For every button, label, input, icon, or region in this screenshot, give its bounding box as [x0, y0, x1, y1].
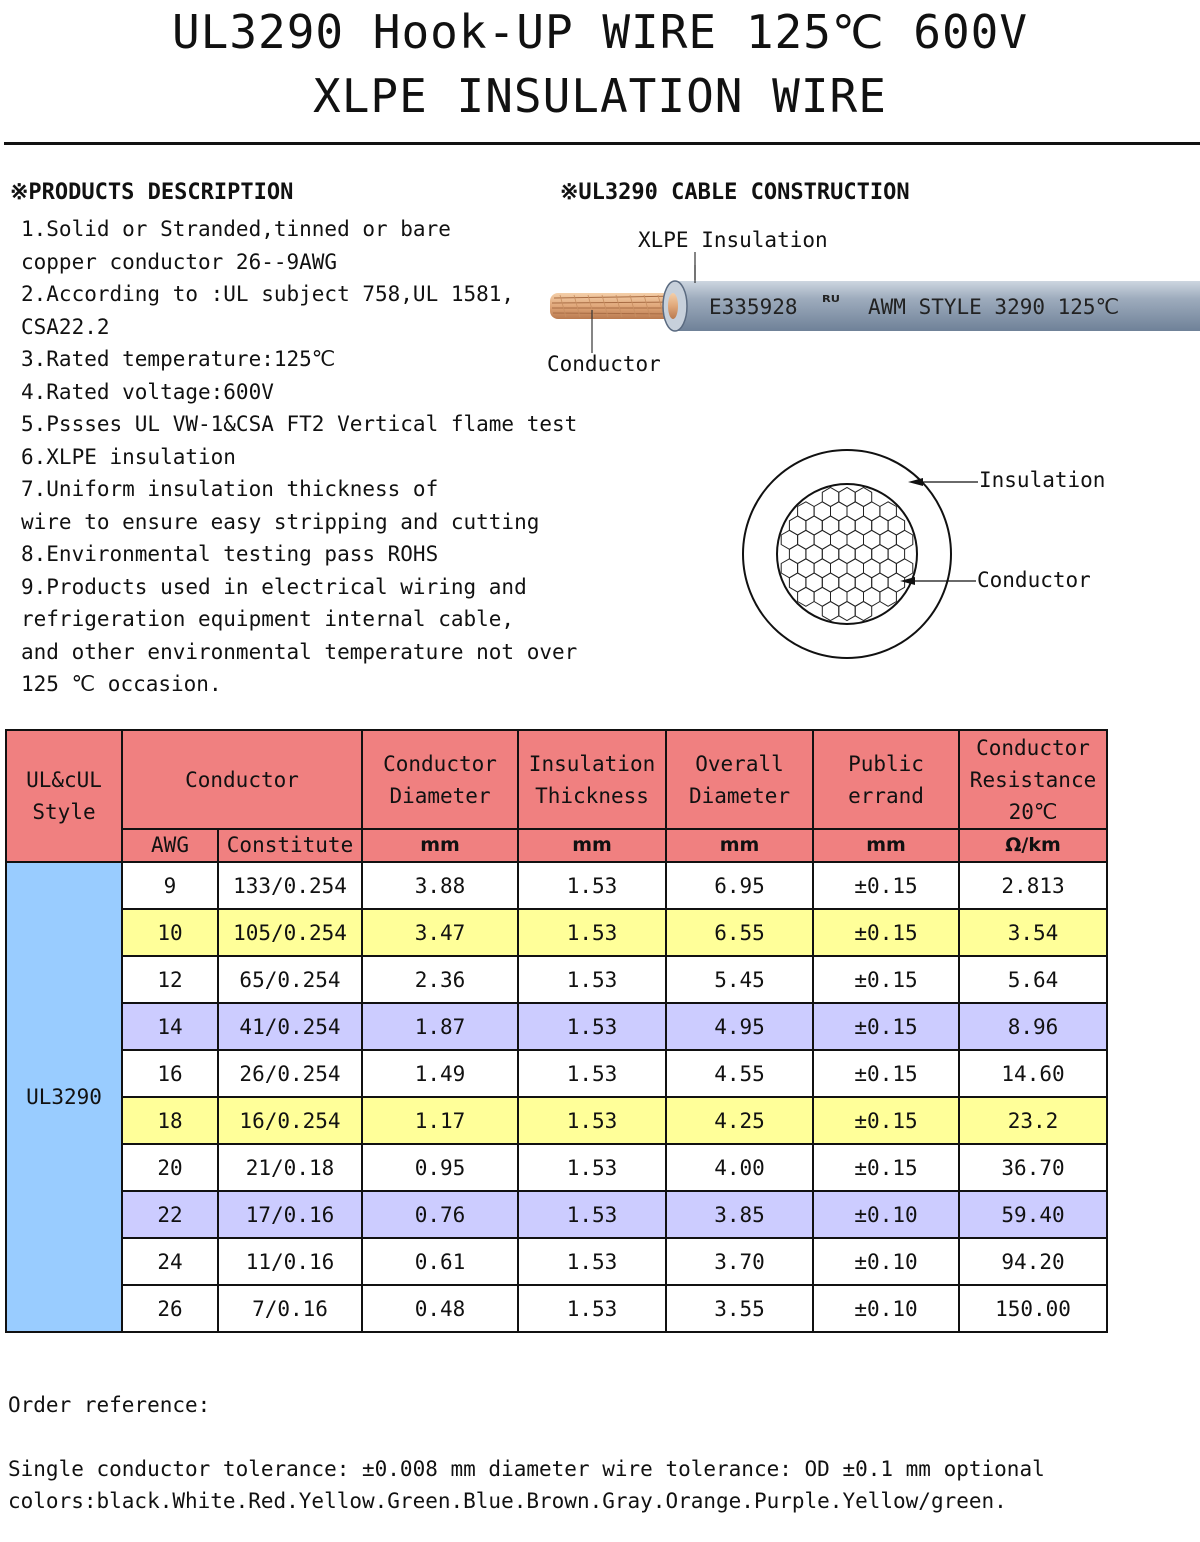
cell-awg: 10 — [122, 909, 218, 956]
cell-overall-diameter: 5.45 — [666, 956, 813, 1003]
products-description-heading: ※PRODUCTS DESCRIPTION — [10, 180, 294, 205]
cell-ins-thickness: 1.53 — [518, 1285, 666, 1332]
cell-constitute: 105/0.254 — [218, 909, 362, 956]
wire-print-text-1: E335928 — [709, 295, 798, 319]
cell-cond-diameter: 0.61 — [362, 1238, 518, 1285]
cell-public-errand: ±0.15 — [813, 956, 959, 1003]
wire-print-text-2: AWM STYLE 3290 125℃ — [868, 295, 1120, 319]
header-line: Diameter — [389, 783, 491, 808]
header-line: Conductor — [976, 735, 1090, 760]
table-row — [6, 1191, 1107, 1238]
header-insulation-thickness — [518, 730, 666, 829]
cell-overall-diameter: 3.85 — [666, 1191, 813, 1238]
cell-cond-diameter: 1.17 — [362, 1097, 518, 1144]
table-row — [6, 1238, 1107, 1285]
table-row — [6, 1097, 1107, 1144]
unit-insulation-thickness: mm — [518, 829, 666, 862]
cell-resistance: 94.20 — [959, 1238, 1107, 1285]
description-line: 1.Solid or Stranded,tinned or bare — [21, 217, 451, 241]
table-row — [6, 862, 1107, 909]
header-line: Diameter — [688, 783, 791, 808]
cell-cond-diameter: 0.48 — [362, 1285, 518, 1332]
description-line: 3.Rated temperature:125℃ — [21, 347, 336, 371]
cell-public-errand: ±0.15 — [813, 1097, 959, 1144]
cell-ins-thickness: 1.53 — [518, 956, 666, 1003]
cell-overall-diameter: 6.95 — [666, 862, 813, 909]
cell-resistance: 36.70 — [959, 1144, 1107, 1191]
title-divider — [4, 142, 1200, 145]
conductor-cross-label: Conductor — [977, 568, 1091, 592]
description-line: 2.According to :UL subject 758,UL 1581, — [21, 282, 515, 306]
products-description-list — [21, 213, 577, 701]
cell-resistance: 150.00 — [959, 1285, 1107, 1332]
cell-constitute: 26/0.254 — [218, 1050, 362, 1097]
cell-overall-diameter: 4.25 — [666, 1097, 813, 1144]
description-line: 4.Rated voltage:600V — [21, 379, 274, 404]
cell-ins-thickness: 1.53 — [518, 909, 666, 956]
cell-public-errand: ±0.15 — [813, 1003, 959, 1050]
cell-awg: 12 — [122, 956, 218, 1003]
description-line: copper conductor 26--9AWG — [21, 249, 338, 274]
cell-ins-thickness: 1.53 — [518, 1050, 666, 1097]
description-line: 125 ℃ occasion. — [21, 672, 222, 696]
header-resistance — [959, 730, 1107, 829]
description-line: refrigeration equipment internal cable, — [21, 607, 515, 631]
cell-cond-diameter: 0.95 — [362, 1144, 518, 1191]
unit-public-errand: mm — [813, 829, 959, 862]
cell-cond-diameter: 3.47 — [362, 909, 518, 956]
unit-overall-diameter: mm — [666, 829, 813, 862]
order-reference: Order reference: — [8, 1393, 211, 1417]
cell-constitute: 41/0.254 — [218, 1003, 362, 1050]
cell-overall-diameter: 3.70 — [666, 1238, 813, 1285]
cell-ins-thickness: 1.53 — [518, 1238, 666, 1285]
cell-ins-thickness: 1.53 — [518, 1191, 666, 1238]
header-overall-diameter — [666, 730, 813, 829]
description-line: CSA22.2 — [21, 314, 110, 339]
cell-constitute: 16/0.254 — [218, 1097, 362, 1144]
description-line: wire to ensure easy stripping and cutting — [21, 509, 540, 534]
cell-ins-thickness: 1.53 — [518, 1003, 666, 1050]
cell-resistance: 5.64 — [959, 956, 1107, 1003]
cell-overall-diameter: 4.55 — [666, 1050, 813, 1097]
header-line: Thickness — [535, 783, 649, 808]
conductor-side-label: Conductor — [547, 352, 661, 376]
cell-resistance: 14.60 — [959, 1050, 1107, 1097]
description-line: 7.Uniform insulation thickness of — [21, 477, 439, 501]
cell-overall-diameter: 4.95 — [666, 1003, 813, 1050]
cell-ins-thickness: 1.53 — [518, 1144, 666, 1191]
cell-resistance: 3.54 — [959, 909, 1107, 956]
header-line: Insulation — [528, 751, 656, 776]
description-line: 5.Pssses UL VW-1&CSA FT2 Vertical flame test — [21, 412, 578, 436]
cell-constitute: 21/0.18 — [218, 1144, 362, 1191]
cell-constitute: 7/0.16 — [218, 1285, 362, 1332]
description-line: 9.Products used in electrical wiring and — [21, 574, 527, 599]
xlpe-insulation-label: XLPE Insulation — [638, 228, 828, 252]
cell-resistance: 8.96 — [959, 1003, 1107, 1050]
description-line: 8.Environmental testing pass ROHS — [21, 542, 439, 566]
cell-public-errand: ±0.15 — [813, 909, 959, 956]
header-style-line: Style — [32, 800, 96, 824]
header-line: errand — [848, 783, 924, 808]
cell-awg: 16 — [122, 1050, 218, 1097]
cell-awg: 24 — [122, 1238, 218, 1285]
cell-public-errand: ±0.10 — [813, 1238, 959, 1285]
ul-recognized-mark: ᴿᵁ — [822, 292, 840, 313]
cell-cond-diameter: 2.36 — [362, 956, 518, 1003]
header-public-errand — [813, 730, 959, 829]
cell-resistance: 2.813 — [959, 862, 1107, 909]
cell-resistance: 59.40 — [959, 1191, 1107, 1238]
tolerance-note: Single conductor tolerance: ±0.008 mm diameter wire tolerance: OD ±0.1 mm optional — [8, 1457, 1045, 1481]
cell-awg: 26 — [122, 1285, 218, 1332]
cell-overall-diameter: 3.55 — [666, 1285, 813, 1332]
cell-resistance: 23.2 — [959, 1097, 1107, 1144]
table-row — [6, 1144, 1107, 1191]
cell-awg: 22 — [122, 1191, 218, 1238]
cell-awg: 20 — [122, 1144, 218, 1191]
description-line: 6.XLPE insulation — [21, 444, 236, 469]
header-line: Resistance — [969, 767, 1097, 792]
specification-table — [5, 729, 1108, 1333]
cell-public-errand: ±0.10 — [813, 1191, 959, 1238]
cell-ins-thickness: 1.53 — [518, 862, 666, 909]
cell-public-errand: ±0.10 — [813, 1285, 959, 1332]
header-line: 20℃ — [1008, 799, 1058, 824]
table-row — [6, 1050, 1107, 1097]
header-style-line: UL&cUL — [26, 768, 102, 792]
header-style — [6, 730, 122, 862]
cell-ins-thickness: 1.53 — [518, 1097, 666, 1144]
table-row — [6, 1285, 1107, 1332]
cell-overall-diameter: 6.55 — [666, 909, 813, 956]
description-line: and other environmental temperature not over — [21, 639, 578, 664]
colors-note: colors:black.White.Red.Yellow.Green.Blue.Brown.Gray.Orange.Purple.Yellow/green. — [8, 1489, 1007, 1513]
cell-cond-diameter: 1.87 — [362, 1003, 518, 1050]
cell-awg: 14 — [122, 1003, 218, 1050]
cell-public-errand: ±0.15 — [813, 1144, 959, 1191]
insulation-label: Insulation — [979, 468, 1106, 492]
table-row — [6, 956, 1107, 1003]
cell-cond-diameter: 3.88 — [362, 862, 518, 909]
cell-constitute: 11/0.16 — [218, 1238, 362, 1285]
cell-constitute: 65/0.254 — [218, 956, 362, 1003]
title-line-2: XLPE INSULATION WIRE — [313, 69, 887, 123]
header-line: Conductor — [383, 751, 497, 776]
unit-resistance: Ω/km — [959, 829, 1107, 862]
style-cell: UL3290 — [6, 862, 122, 1332]
cell-awg: 9 — [122, 862, 218, 909]
table-row — [6, 909, 1107, 956]
header-conductor: Conductor — [122, 730, 362, 829]
cell-public-errand: ±0.15 — [813, 1050, 959, 1097]
specification-table-body — [6, 862, 1107, 1332]
cell-cond-diameter: 1.49 — [362, 1050, 518, 1097]
cable-construction-heading: ※UL3290 CABLE CONSTRUCTION — [560, 180, 910, 205]
title-line-1: UL3290 Hook-UP WIRE 125℃ 600V — [171, 5, 1029, 59]
cell-constitute: 133/0.254 — [218, 862, 362, 909]
cell-overall-diameter: 4.00 — [666, 1144, 813, 1191]
header-conductor-diameter — [362, 730, 518, 829]
cell-cond-diameter: 0.76 — [362, 1191, 518, 1238]
unit-conductor-diameter: mm — [362, 829, 518, 862]
header-line: Public — [848, 751, 924, 776]
cell-awg: 18 — [122, 1097, 218, 1144]
page-title — [0, 0, 1200, 128]
table-row — [6, 1003, 1107, 1050]
header-constitute: Constitute — [218, 829, 362, 862]
header-awg: AWG — [122, 829, 218, 862]
cell-constitute: 17/0.16 — [218, 1191, 362, 1238]
cell-public-errand: ±0.15 — [813, 862, 959, 909]
header-line: Overall — [695, 751, 784, 776]
